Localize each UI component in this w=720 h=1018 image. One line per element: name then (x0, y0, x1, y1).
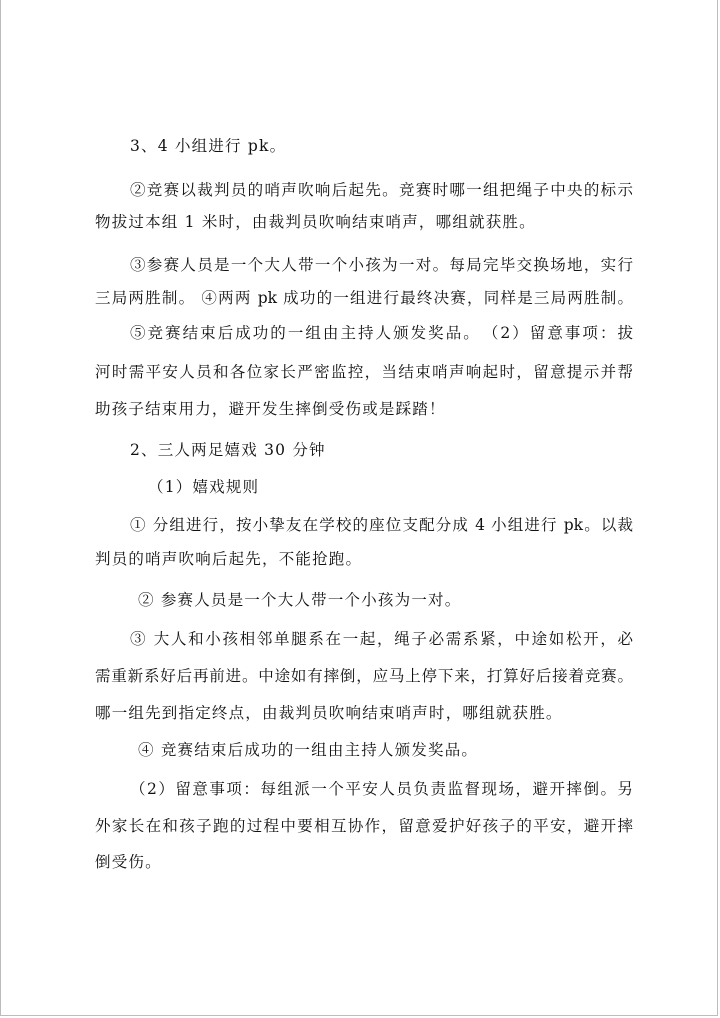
subsection-heading: （1）嬉戏规则 (148, 478, 260, 496)
text-line: 河时需平安人员和各位家长严密监控，当结束哨声响起时，留意提示并帮 (95, 363, 633, 381)
text-line: ② 参赛人员是一个大人带一个小孩为一对。 (138, 591, 462, 609)
text-line: 助孩子结束用力，避开发生摔倒受伤或是踩踏！ (95, 400, 446, 418)
text-line: 判员的哨声吹响后起先，不能抢跑。 (95, 550, 363, 568)
section-heading: 2、三人两足嬉戏 30 分钟 (130, 441, 326, 459)
text-line: 三局两胜制。 ④两两 pk 成功的一组进行最终决赛，同样是三局两胜制。 (95, 289, 633, 307)
text-line: 物拔过本组 1 米时，由裁判员吹响结束哨声，哪组就获胜。 (95, 213, 536, 231)
text-line: ③参赛人员是一个大人带一个小孩为一对。每局完毕交换场地，实行 (130, 256, 633, 274)
text-line: 倒受伤。 (95, 853, 162, 871)
text-line: 外家长在和孩子跑的过程中要相互协作，留意爱护好孩子的平安，避开摔 (95, 817, 633, 835)
text-line: （2）留意事项：每组派一个平安人员负责监督现场，避开摔倒。另 (130, 780, 633, 798)
text-line: 需重新系好后再前进。中途如有摔倒，应马上停下来，打算好后接着竞赛。 (95, 667, 633, 685)
text-line: ③ 大人和小孩相邻单腿系在一起，绳子必需系紧，中途如松开，必 (130, 630, 633, 648)
text-line: ⑤竞赛结束后成功的一组由主持人颁发奖品。 （2）留意事项：拔 (130, 324, 633, 342)
text-line: 哪一组先到指定终点，由裁判员吹响结束哨声时，哪组就获胜。 (95, 704, 563, 722)
text-line: ②竞赛以裁判员的哨声吹响后起先。竞赛时哪一组把绳子中央的标示 (130, 181, 633, 199)
text-line: ④ 竞赛结束后成功的一组由主持人颁发奖品。 (138, 741, 479, 759)
text-line: 3、4 小组进行 pk。 (130, 137, 287, 155)
text-line: ① 分组进行，按小挚友在学校的座位支配分成 4 小组进行 pk。以裁 (130, 516, 633, 534)
